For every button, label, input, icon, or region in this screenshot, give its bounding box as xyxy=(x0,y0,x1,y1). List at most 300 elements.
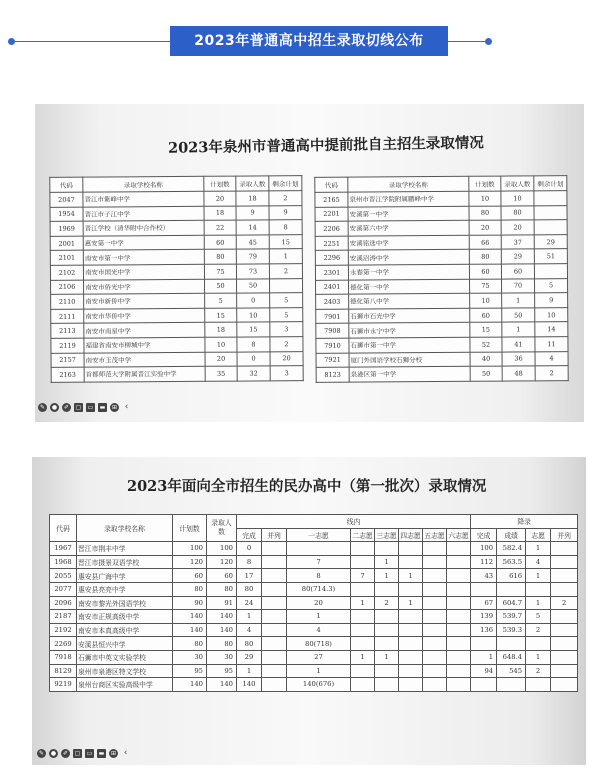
table-cell: 1 xyxy=(526,650,551,664)
table-cell: 539.7 xyxy=(497,610,526,624)
table-cell xyxy=(447,664,471,678)
table-cell: 48 xyxy=(502,366,535,381)
col-header: 六志愿 xyxy=(447,528,471,542)
table-row xyxy=(50,610,578,624)
col-header: 录取人数 xyxy=(236,176,269,191)
table-cell: 51 xyxy=(534,249,567,264)
table-cell: 60 xyxy=(469,264,501,279)
table-row xyxy=(50,596,578,610)
table-cell xyxy=(269,278,302,293)
table-cell: 36 xyxy=(502,351,535,366)
table-cell: 1 xyxy=(526,596,551,610)
table-cell: 晋江市紫峰中学 xyxy=(83,191,204,206)
table-cell xyxy=(351,637,375,651)
table-cell xyxy=(551,650,578,664)
table-cell xyxy=(447,596,471,610)
table-cell: 90 xyxy=(173,596,207,610)
table-cell xyxy=(351,582,375,596)
table-cell: 136 xyxy=(471,623,497,637)
table-cell: 648.4 xyxy=(497,650,526,664)
table-cell: 4 xyxy=(287,623,351,637)
table-cell xyxy=(375,610,399,624)
table-cell: 2403 xyxy=(316,294,349,309)
table-cell xyxy=(262,542,287,556)
table-cell xyxy=(447,610,471,624)
table-row xyxy=(50,542,578,556)
grid-icon[interactable]: ⊞ xyxy=(110,749,117,757)
table-cell: 60 xyxy=(207,569,237,583)
circle-icon[interactable]: ● xyxy=(51,403,58,411)
table-cell xyxy=(471,582,497,596)
table-cell: 80 xyxy=(207,582,237,596)
table-cell: 15 xyxy=(470,322,502,337)
table-cell: 晋江市荆丰中学 xyxy=(77,542,173,556)
page-title: 2023年普通高中招生录取切线公布 xyxy=(170,26,448,56)
table-cell xyxy=(497,582,526,596)
table-cell: 1 xyxy=(287,664,351,678)
table-cell: 52 xyxy=(470,337,502,352)
table-cell xyxy=(551,664,578,678)
table-cell: 泉州台商区实验高级中学 xyxy=(77,678,173,692)
table-cell: 南安市新侨中学 xyxy=(84,293,205,308)
table-cell xyxy=(551,542,578,556)
table-cell: 120 xyxy=(173,555,207,569)
table-cell: 112 xyxy=(471,555,497,569)
table-cell xyxy=(471,678,497,692)
table-cell: 1 xyxy=(399,596,423,610)
table-cell xyxy=(262,582,287,596)
table-cell: 80 xyxy=(237,582,262,596)
table-cell xyxy=(399,542,423,556)
table-row xyxy=(50,678,578,692)
edit-icon[interactable]: ✐ xyxy=(62,749,69,757)
table-cell: 9219 xyxy=(50,678,77,692)
table-cell: 140 xyxy=(173,610,207,624)
table-cell: 5 xyxy=(534,278,567,293)
table-cell: 20 xyxy=(205,352,237,367)
table-cell xyxy=(423,664,447,678)
table-cell: 66 xyxy=(469,235,501,250)
table-cell: 11 xyxy=(535,337,568,352)
table-cell xyxy=(375,678,399,692)
table-cell: 18 xyxy=(204,206,236,221)
crop-icon[interactable]: ▢ xyxy=(74,749,81,757)
table-cell: 14 xyxy=(236,220,269,235)
table-cell: 安溪铭选中学 xyxy=(348,235,469,250)
table-cell: 1 xyxy=(237,610,262,624)
table-cell: 9 xyxy=(269,205,302,220)
col-header: 代码 xyxy=(50,515,77,542)
table-cell: 石狮市第一中学 xyxy=(349,337,470,352)
table-cell: 2269 xyxy=(50,637,77,651)
table-cell xyxy=(262,678,287,692)
table-cell: 7918 xyxy=(50,650,77,664)
table-cell: 100 xyxy=(173,542,207,556)
table-cell: 惠安县广海中学 xyxy=(77,569,173,583)
table-cell: 80 xyxy=(469,249,501,264)
table-cell: 厦门外国语学校石狮分校 xyxy=(349,352,470,367)
table-row xyxy=(50,569,578,583)
table-cell: 80 xyxy=(173,582,207,596)
table-cell: 晋江市子江中学 xyxy=(83,206,204,221)
table-cell: 首都师范大学附属晋江实验中学 xyxy=(84,366,205,381)
table-cell: 545 xyxy=(497,664,526,678)
table-cell xyxy=(399,610,423,624)
header-dot-right xyxy=(485,38,492,45)
table-cell xyxy=(262,569,287,583)
table-cell: 60 xyxy=(501,264,534,279)
table-cell xyxy=(399,555,423,569)
table-cell xyxy=(423,582,447,596)
table-cell: 南安市正规高级中学 xyxy=(77,610,173,624)
table-cell: 60 xyxy=(204,235,236,250)
table-cell: 20 xyxy=(287,596,351,610)
table-cell: 140 xyxy=(207,610,237,624)
table-cell: 140 xyxy=(207,678,237,692)
table-cell: 80 xyxy=(204,249,236,264)
photo-early-admission xyxy=(35,104,584,422)
table-cell: 泉州市晋江学院附属鹏峰中学 xyxy=(348,191,469,206)
table-cell: 37 xyxy=(501,235,534,250)
table-cell: 8 xyxy=(237,337,270,352)
col-header: 志愿 xyxy=(526,528,551,542)
table-cell xyxy=(262,623,287,637)
col-header: 录取学校名称 xyxy=(77,515,173,542)
table-cell: 2 xyxy=(526,623,551,637)
table-cell: 2055 xyxy=(50,569,77,583)
table-cell xyxy=(447,650,471,664)
table-cell xyxy=(423,542,447,556)
table-cell: 4 xyxy=(526,555,551,569)
table-cell: 2096 xyxy=(50,596,77,610)
table-cell xyxy=(399,623,423,637)
table-cell: 7 xyxy=(351,569,375,583)
table-cell: 20 xyxy=(501,220,534,235)
table-cell: 7908 xyxy=(316,323,349,338)
comment-icon[interactable]: ▬ xyxy=(99,403,106,411)
table-cell: 2 xyxy=(526,664,551,678)
table-cell: 1 xyxy=(375,555,399,569)
table-cell xyxy=(375,637,399,651)
table-cell xyxy=(423,678,447,692)
table-cell xyxy=(375,582,399,596)
table-cell: 2 xyxy=(270,337,303,352)
col-header: 并列 xyxy=(551,528,578,542)
table-cell: 5 xyxy=(270,307,303,322)
table-cell xyxy=(262,610,287,624)
table-cell: 石狮市中英文实验学校 xyxy=(77,650,173,664)
table-cell xyxy=(351,555,375,569)
table-cell: 10 xyxy=(205,337,237,352)
grid-icon[interactable]: ⊞ xyxy=(111,403,118,411)
table-cell: 15 xyxy=(205,308,237,323)
table-cell: 140 xyxy=(173,623,207,637)
table-cell: 30 xyxy=(207,650,237,664)
table-cell xyxy=(551,582,578,596)
crop-icon[interactable]: ▢ xyxy=(75,403,82,411)
col-header: 三志愿 xyxy=(375,528,399,542)
table-cell: 32 xyxy=(237,366,270,381)
table-cell: 50 xyxy=(470,366,502,381)
table-cell xyxy=(262,650,287,664)
table-cell xyxy=(262,637,287,651)
table-cell: 2106 xyxy=(51,280,84,295)
table-cell: 95 xyxy=(173,664,207,678)
table-cell: 8 xyxy=(287,569,351,583)
col-header: 计划数 xyxy=(173,515,207,542)
pen-icon[interactable]: ✎ xyxy=(39,403,46,411)
table-cell xyxy=(526,582,551,596)
screen-icon[interactable]: ▭ xyxy=(86,749,93,757)
table-cell xyxy=(551,610,578,624)
col-header: 录取人数 xyxy=(501,176,534,191)
table-cell xyxy=(447,582,471,596)
table-cell: 2110 xyxy=(51,294,84,309)
table-cell: 1968 xyxy=(50,555,77,569)
table-cell: 1969 xyxy=(50,221,83,236)
table-cell: 2 xyxy=(551,596,578,610)
col-header: 代码 xyxy=(50,177,83,192)
table-cell: 140 xyxy=(237,678,262,692)
table-cell: 2165 xyxy=(315,192,348,207)
table-cell: 7 xyxy=(287,555,351,569)
table-cell: 10 xyxy=(469,191,501,206)
table-cell: 7901 xyxy=(316,309,349,324)
table-cell xyxy=(551,637,578,651)
table-cell xyxy=(262,555,287,569)
table-cell xyxy=(534,220,567,235)
table-cell: 80 xyxy=(207,637,237,651)
table-cell: 南安市本真高级中学 xyxy=(77,623,173,637)
table-cell xyxy=(399,664,423,678)
col-header: 四志愿 xyxy=(399,528,423,542)
table-cell: 晋江市摄景双语学校 xyxy=(77,555,173,569)
table-cell: 8 xyxy=(237,555,262,569)
table-cell xyxy=(447,542,471,556)
screen-icon[interactable]: ▭ xyxy=(87,403,94,411)
table-cell xyxy=(423,596,447,610)
table-cell: 50 xyxy=(205,279,237,294)
col-header: 一志愿 xyxy=(287,528,351,542)
table-cell: 582.4 xyxy=(497,542,526,556)
col-header: 剩余计划 xyxy=(534,176,567,191)
table-cell: 10 xyxy=(470,293,502,308)
col-header: 成绩 xyxy=(497,528,526,542)
private-admission-table xyxy=(49,514,578,692)
table-cell: 24 xyxy=(237,596,262,610)
table-cell xyxy=(423,610,447,624)
table-cell: 永春第一中学 xyxy=(348,264,469,279)
circle-icon[interactable]: ● xyxy=(50,749,57,757)
table-cell: 91 xyxy=(207,596,237,610)
table-cell xyxy=(423,555,447,569)
table-cell: 67 xyxy=(471,596,497,610)
table-cell: 80 xyxy=(237,637,262,651)
table-cell: 2 xyxy=(269,264,302,279)
comment-icon[interactable]: ▬ xyxy=(98,749,105,757)
table-cell: 泉港区第一中学 xyxy=(349,366,470,381)
table-cell: 80(714.3) xyxy=(287,582,351,596)
table-cell xyxy=(423,650,447,664)
table-cell xyxy=(351,623,375,637)
table-cell: 3 xyxy=(270,366,303,381)
table-cell xyxy=(534,205,567,220)
table-cell: 2187 xyxy=(50,610,77,624)
table-cell: 15 xyxy=(269,234,302,249)
chevron-left-icon[interactable]: ‹ xyxy=(123,747,128,758)
table-cell: 40 xyxy=(470,352,502,367)
table-cell xyxy=(399,678,423,692)
table-row xyxy=(50,664,578,678)
table-cell: 3 xyxy=(270,322,303,337)
table-row xyxy=(316,366,568,382)
table-cell: 8129 xyxy=(50,664,77,678)
table-cell xyxy=(526,678,551,692)
table-cell: 2119 xyxy=(51,338,84,353)
col-header: 录取学校名称 xyxy=(83,176,204,192)
table-cell xyxy=(497,678,526,692)
table-cell xyxy=(534,264,567,279)
table-cell xyxy=(399,637,423,651)
table-cell: 17 xyxy=(237,569,262,583)
table-cell: 2113 xyxy=(51,323,84,338)
table-cell: 80 xyxy=(469,206,501,221)
table-cell: 南安市黎光外国语学校 xyxy=(77,596,173,610)
table-cell: 73 xyxy=(236,264,269,279)
table-cell xyxy=(447,569,471,583)
table-cell: 1 xyxy=(471,650,497,664)
table-cell xyxy=(375,623,399,637)
table-cell: 120 xyxy=(207,555,237,569)
table-cell: 1 xyxy=(526,569,551,583)
viewer-toolbar xyxy=(37,746,130,760)
table-cell: 德化第八中学 xyxy=(349,293,470,308)
table-cell: 100 xyxy=(207,542,237,556)
early-admission-table-right xyxy=(314,175,568,382)
table-cell: 0 xyxy=(237,351,270,366)
table-cell: 1967 xyxy=(50,542,77,556)
table-cell: 0 xyxy=(237,293,270,308)
table-cell: 安溪县恒兴中学 xyxy=(77,637,173,651)
table-cell: 50 xyxy=(236,278,269,293)
table-cell xyxy=(351,678,375,692)
table-cell: 2401 xyxy=(316,280,349,295)
col-header: 并列 xyxy=(262,528,287,542)
table-cell xyxy=(551,555,578,569)
table-cell xyxy=(375,664,399,678)
table-cell: 9 xyxy=(236,205,269,220)
table-cell: 80(718) xyxy=(287,637,351,651)
table-cell: 1954 xyxy=(50,207,83,222)
table-cell: 石狮市石光中学 xyxy=(349,308,470,323)
table-cell: 29 xyxy=(501,249,534,264)
table-cell: 0 xyxy=(237,542,262,556)
table-cell: 10 xyxy=(501,191,534,206)
table-cell xyxy=(447,623,471,637)
col-header: 二志愿 xyxy=(351,528,375,542)
table-cell: 140(676) xyxy=(287,678,351,692)
table-cell xyxy=(375,542,399,556)
table-cell: 80 xyxy=(173,637,207,651)
table-cell: 20 xyxy=(469,220,501,235)
table-cell: 2102 xyxy=(50,265,83,280)
table-cell: 4 xyxy=(237,623,262,637)
col-header: 五志愿 xyxy=(423,528,447,542)
table-cell: 45 xyxy=(236,235,269,250)
table-cell: 70 xyxy=(501,278,534,293)
table-cell: 1 xyxy=(351,650,375,664)
table-cell: 140 xyxy=(173,678,207,692)
table-cell xyxy=(399,582,423,596)
table-cell xyxy=(423,569,447,583)
table-cell: 139 xyxy=(471,610,497,624)
table-cell: 1 xyxy=(375,569,399,583)
col-header: 计划数 xyxy=(204,176,236,191)
table-cell: 29 xyxy=(534,234,567,249)
table-cell xyxy=(551,623,578,637)
table-cell: 9 xyxy=(535,293,568,308)
table-cell: 4 xyxy=(535,351,568,366)
table-cell xyxy=(534,191,567,206)
table-cell xyxy=(399,650,423,664)
col-header: 剩余计划 xyxy=(269,176,302,191)
table-cell: 563.5 xyxy=(497,555,526,569)
table-row xyxy=(50,555,578,569)
table-cell xyxy=(497,637,526,651)
col-header: 完成 xyxy=(471,528,497,542)
pen-icon[interactable]: ✎ xyxy=(38,749,45,757)
chevron-left-icon[interactable]: ‹ xyxy=(124,401,129,412)
table-cell: 539.3 xyxy=(497,623,526,637)
table-cell xyxy=(526,637,551,651)
table-cell: 石狮市永宁中学 xyxy=(349,323,470,338)
group-header-in-line: 线内 xyxy=(237,515,471,529)
table-cell: 20 xyxy=(270,351,303,366)
edit-icon[interactable]: ✐ xyxy=(63,403,70,411)
table-cell xyxy=(351,610,375,624)
table-cell: 10 xyxy=(237,308,270,323)
photo-private-school-admission xyxy=(32,457,586,765)
table-cell: 5 xyxy=(205,293,237,308)
table-cell: 1 xyxy=(351,596,375,610)
table-cell: 2077 xyxy=(50,582,77,596)
col-header: 录取人数 xyxy=(207,515,237,542)
table-cell: 2111 xyxy=(51,309,84,324)
table-cell: 8 xyxy=(269,220,302,235)
table-cell: 75 xyxy=(204,264,236,279)
table-row xyxy=(51,366,303,382)
table-cell: 15 xyxy=(237,322,270,337)
table-cell: 2101 xyxy=(50,251,83,266)
table-cell: 100 xyxy=(471,542,497,556)
table-cell: 5 xyxy=(270,293,303,308)
table-cell: 南安市国光中学 xyxy=(83,264,204,279)
table-cell: 75 xyxy=(470,279,502,294)
table-cell xyxy=(551,569,578,583)
table-cell: 南安市华侨中学 xyxy=(84,308,205,323)
table-cell: 1 xyxy=(237,664,262,678)
table-cell: 20 xyxy=(204,191,236,206)
table-cell: 安溪第六中学 xyxy=(348,220,469,235)
table-cell: 德化第一中学 xyxy=(349,279,470,294)
table-row xyxy=(50,637,578,651)
table-cell: 南安市南星中学 xyxy=(84,323,205,338)
col-header: 完成 xyxy=(237,528,262,542)
table-cell xyxy=(551,678,578,692)
table-cell xyxy=(471,637,497,651)
table-row xyxy=(50,650,578,664)
table-row xyxy=(50,582,578,596)
